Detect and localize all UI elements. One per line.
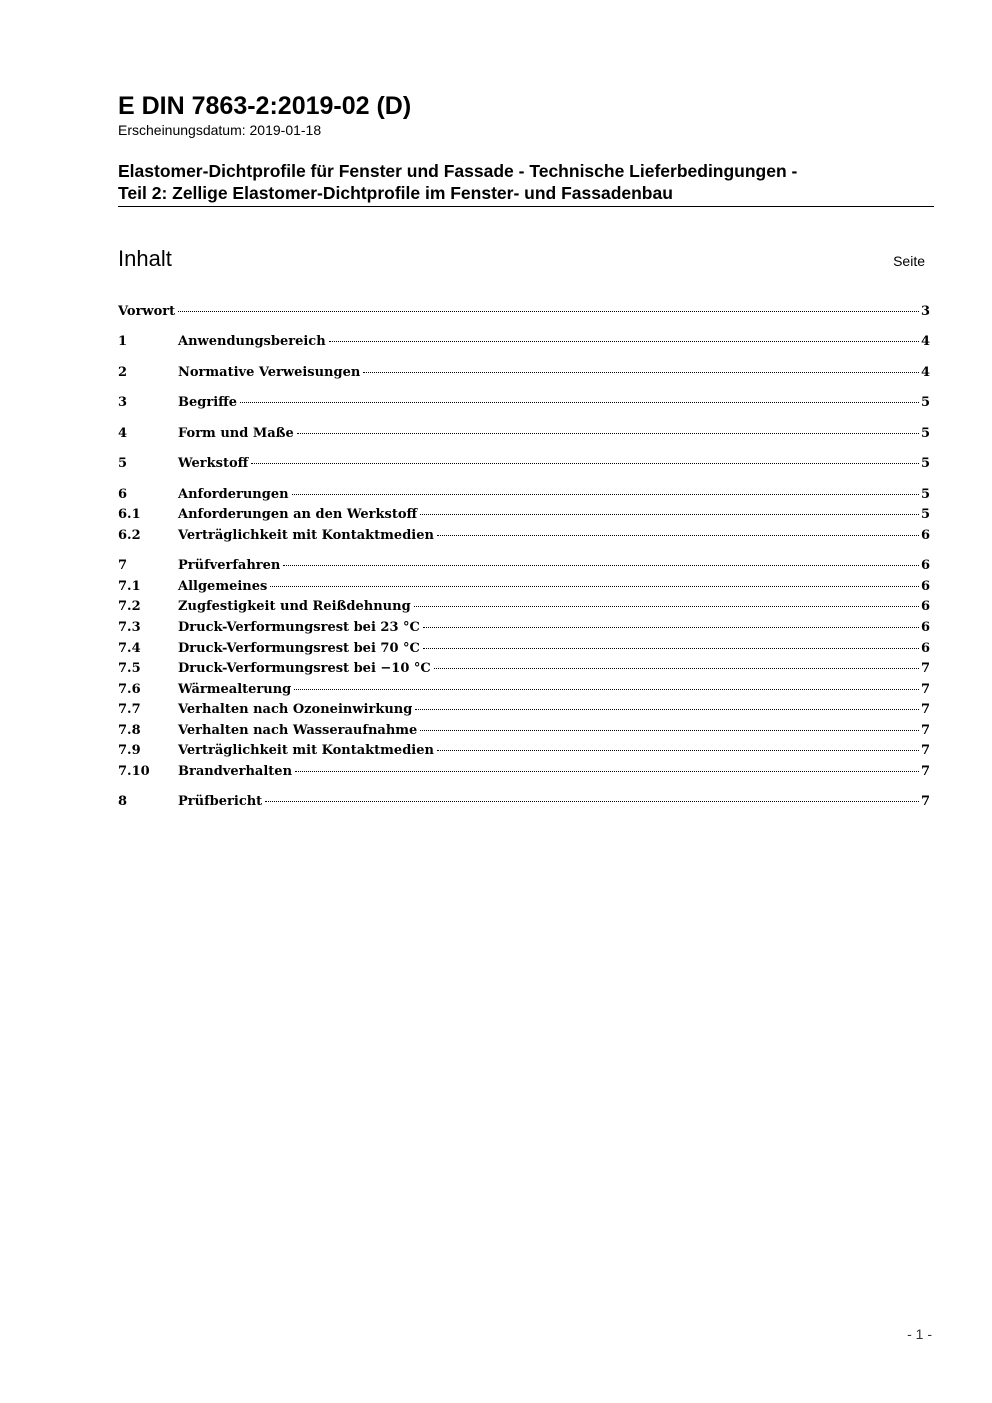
toc-entry-page: 6 — [920, 599, 930, 614]
toc-leader-dots — [434, 668, 919, 669]
toc-entry-title: Anwendungsbereich — [178, 334, 326, 349]
toc-leader-dots — [270, 586, 919, 587]
toc-entry-number: 7.5 — [118, 661, 141, 676]
toc-entry-number: 6.2 — [118, 528, 141, 543]
toc-entry-page: 7 — [920, 682, 930, 697]
toc-leader-dots — [265, 801, 919, 802]
toc-entry-number: 7.2 — [118, 599, 141, 614]
toc-entry-number: 7 — [118, 558, 128, 573]
toc-leader-dots — [423, 627, 919, 628]
toc-entry-title: Form und Maße — [178, 426, 294, 441]
toc-entry[interactable] — [118, 485, 930, 505]
toc-entry[interactable] — [118, 526, 930, 546]
toc-entry-page: 6 — [920, 620, 930, 635]
toc-entry-title: Brandverhalten — [178, 764, 293, 779]
toc-entry-title: Normative Verweisungen — [178, 365, 361, 380]
toc-entry-number: 7.10 — [118, 764, 150, 779]
toc-entry-page: 4 — [920, 334, 930, 349]
toc-entry-title: Vorwort — [118, 304, 176, 319]
toc-leader-dots — [414, 606, 919, 607]
toc-leader-dots — [294, 689, 919, 690]
toc-entry[interactable] — [118, 393, 930, 413]
toc-leader-dots — [295, 771, 919, 772]
toc-entry-page: 5 — [920, 395, 930, 410]
toc-entry-page: 6 — [920, 579, 930, 594]
toc-entry-title: Anforderungen an den Werkstoff — [178, 507, 418, 522]
toc-leader-dots — [240, 402, 919, 403]
toc-entry-number: 6 — [118, 487, 128, 502]
toc-entry[interactable] — [118, 659, 930, 679]
toc-entry-title: Begriffe — [178, 395, 238, 410]
subject-line-2: Teil 2: Zellige Elastomer-Dichtprofile im Fenster- und Fassadenbau — [118, 183, 673, 203]
toc-entry-title: Zugfestigkeit und Reißdehnung — [178, 599, 411, 614]
toc-entry-page: 6 — [920, 641, 930, 656]
toc-entry[interactable] — [118, 505, 930, 525]
toc-entry[interactable] — [118, 577, 930, 597]
toc-entry-number: 4 — [118, 426, 128, 441]
toc-leader-dots — [292, 494, 919, 495]
toc-entry[interactable] — [118, 792, 930, 812]
toc-leader-dots — [420, 730, 919, 731]
toc-leader-dots — [251, 463, 919, 464]
toc-entry-title: Druck-Verformungsrest bei 23 °C — [178, 620, 420, 635]
toc-entry-page: 6 — [920, 558, 930, 573]
toc-entry[interactable] — [118, 556, 930, 576]
toc-page-column-label: Seite — [893, 253, 925, 269]
toc-entry[interactable] — [118, 680, 930, 700]
toc-entry[interactable] — [118, 332, 930, 352]
toc-entry-number: 1 — [118, 334, 128, 349]
toc-entry-page: 5 — [920, 507, 930, 522]
toc-entry-title: Anforderungen — [178, 487, 289, 502]
toc-entry-number: 8 — [118, 794, 128, 809]
toc-entry-number: 2 — [118, 365, 128, 380]
toc-entry[interactable] — [118, 454, 930, 474]
toc-entry[interactable] — [118, 424, 930, 444]
toc-entry-page: 7 — [920, 764, 930, 779]
toc-entry-page: 3 — [920, 304, 930, 319]
toc-entry-title: Verträglichkeit mit Kontaktmedien — [178, 743, 434, 758]
toc-entry-title: Verträglichkeit mit Kontaktmedien — [178, 528, 434, 543]
toc-entry-page: 7 — [920, 743, 930, 758]
toc-entry-page: 7 — [920, 794, 930, 809]
toc-entry[interactable] — [118, 363, 930, 383]
toc-entry[interactable] — [118, 639, 930, 659]
toc-leader-dots — [178, 311, 919, 312]
toc-leader-dots — [420, 514, 919, 515]
toc-entry[interactable] — [118, 597, 930, 617]
toc-leader-dots — [363, 372, 919, 373]
toc-leader-dots — [329, 341, 919, 342]
toc-entry-page: 6 — [920, 528, 930, 543]
toc-entry-title: Wärmealterung — [178, 682, 292, 697]
toc-entry-title: Werkstoff — [178, 456, 249, 471]
toc-leader-dots — [423, 648, 919, 649]
toc-entry-number: 3 — [118, 395, 128, 410]
toc-entry-number: 5 — [118, 456, 128, 471]
subject-line-1: Elastomer-Dichtprofile für Fenster und Fassade - Technische Lieferbedingungen - — [118, 161, 798, 181]
toc-entry[interactable] — [118, 302, 930, 322]
toc-leader-dots — [437, 535, 919, 536]
toc-leader-dots — [283, 565, 919, 566]
publication-date: Erscheinungsdatum: 2019-01-18 — [118, 122, 322, 138]
toc-heading: Inhalt — [118, 246, 172, 271]
toc-entry-number: 7.3 — [118, 620, 141, 635]
toc-leader-dots — [415, 709, 919, 710]
toc-entry-title: Druck-Verformungsrest bei 70 °C — [178, 641, 420, 656]
toc-entry-page: 7 — [920, 723, 930, 738]
toc-entry-page: 5 — [920, 456, 930, 471]
toc-entry-number: 6.1 — [118, 507, 141, 522]
toc-entry[interactable] — [118, 741, 930, 761]
toc-entry-page: 4 — [920, 365, 930, 380]
toc-entry-page: 5 — [920, 487, 930, 502]
toc-entry-title: Druck-Verformungsrest bei −10 °C — [178, 661, 431, 676]
toc-entry-number: 7.1 — [118, 579, 141, 594]
table-of-contents — [118, 0, 930, 820]
toc-entry[interactable] — [118, 762, 930, 782]
toc-entry-title: Verhalten nach Wasseraufnahme — [178, 723, 418, 738]
toc-entry[interactable] — [118, 721, 930, 741]
toc-leader-dots — [437, 750, 919, 751]
toc-entry-number: 7.6 — [118, 682, 141, 697]
document-title: E DIN 7863-2:2019-02 (D) — [118, 92, 412, 120]
toc-entry-number: 7.9 — [118, 743, 141, 758]
toc-entry-number: 7.7 — [118, 702, 141, 717]
toc-entry-page: 7 — [920, 661, 930, 676]
page-number: - 1 - — [907, 1326, 932, 1342]
toc-entry-title: Prüfverfahren — [178, 558, 281, 573]
toc-entry-title: Verhalten nach Ozoneinwirkung — [178, 702, 413, 717]
toc-entry-title: Prüfbericht — [178, 794, 263, 809]
toc-entry-number: 7.4 — [118, 641, 141, 656]
toc-entry-title: Allgemeines — [178, 579, 268, 594]
toc-entry-page: 7 — [920, 702, 930, 717]
toc-entry-number: 7.8 — [118, 723, 141, 738]
toc-entry-page: 5 — [920, 426, 930, 441]
toc-entry[interactable] — [118, 618, 930, 638]
toc-entry[interactable] — [118, 700, 930, 720]
toc-leader-dots — [297, 433, 919, 434]
